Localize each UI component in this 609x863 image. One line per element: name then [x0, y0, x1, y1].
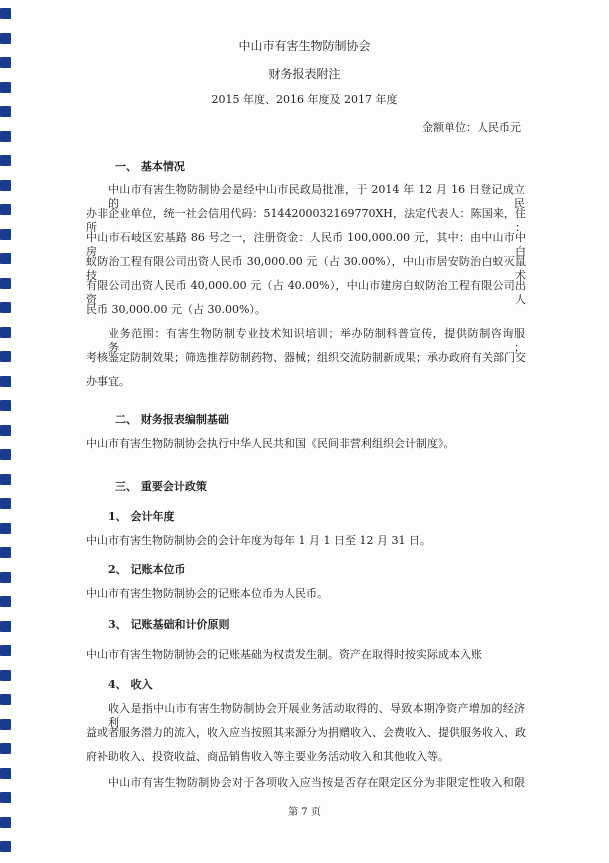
paragraph-line: 有限公司出资人民币 40,000.00 元（占 40.00%），中山市建房白蚁防治工程有限公司出资人 [86, 279, 526, 306]
paragraph-line: 办事宜。 [86, 375, 130, 388]
subsection-text: 中山市有害生物防制协会的会计年度为每年 1 月 1 日至 12 月 31 日。 [86, 534, 431, 547]
document-subtitle: 财务报表附注 [268, 67, 341, 81]
reporting-period: 2015 年度、2016 年度及 2017 年度 [211, 93, 398, 106]
paragraph-line: 中山市有害生物防制协会对于各项收入应当按是否存在限定区分为非限定性收入和限 [108, 776, 525, 789]
subsection-text: 中山市有害生物防制协会的记账本位币为人民币。 [86, 587, 328, 600]
paragraph-line: 考核鉴定防制效果；筛选推荐防制药物、器械；组织交流防制新成果；承办政府有关部门交 [86, 351, 526, 364]
paragraph-line: 办非企业单位，统一社会信用代码：5144200032169770XH，法定代表人：陈国来，住所： [86, 207, 526, 234]
section-2-heading: 二、 财务报表编制基础 [115, 413, 229, 426]
paragraph-line: 府补助收入、投资收益、商品销售收入等主要业务活动收入和其他收入等。 [86, 750, 449, 763]
section-2-text: 中山市有害生物防制协会执行中华人民共和国《民间非营利组织会计制度》。 [86, 437, 455, 450]
section-1-heading: 一、 基本情况 [115, 160, 185, 173]
subsection-heading: 4、 收入 [108, 678, 153, 691]
paragraph-line: 收入是指中山市有害生物防制协会开展业务活动取得的、导致本期净资产增加的经济利 [108, 702, 525, 729]
currency-unit: 金额单位：人民币元 [422, 121, 521, 134]
subsection-heading: 3、 记账基础和计价原则 [108, 618, 230, 631]
paragraph-line: 蚁防治工程有限公司出资人民币 30,000.00 元（占 30.00%），中山市居安防治白蚁灭鼠技术 [86, 255, 526, 282]
paragraph-line: 民币 30,000.00 元（占 30.00%）。 [86, 303, 266, 316]
subsection-text: 中山市有害生物防制协会的记账基础为权责发生制。资产在取得时按实际成本入账 [86, 648, 482, 661]
paragraph-line: 中山市有害生物防制协会是经中山市民政局批准，于 2014 年 12 月 16 日登记成立的民 [108, 183, 525, 210]
subsection-heading: 2、 记账本位币 [108, 563, 186, 576]
document-title: 中山市有害生物防制协会 [238, 39, 371, 53]
paragraph-line: 益或者服务潜力的流入，收入应当按照其来源分为捐赠收入、会费收入、提供服务收入、政 [86, 726, 526, 739]
subsection-heading: 1、 会计年度 [108, 510, 175, 523]
paragraph-line: 中山市石岐区宏基路 86 号之一，注册资金：人民币 100,000.00 元，其中：由中山市中房白 [86, 231, 526, 258]
section-3-heading: 三、 重要会计政策 [115, 480, 207, 493]
page-number: 第 7 页 [288, 807, 321, 818]
paragraph-line: 业务范围：有害生物防制专业技术知识培训；举办防制科普宣传，提供防制咨询服务； [108, 327, 525, 354]
